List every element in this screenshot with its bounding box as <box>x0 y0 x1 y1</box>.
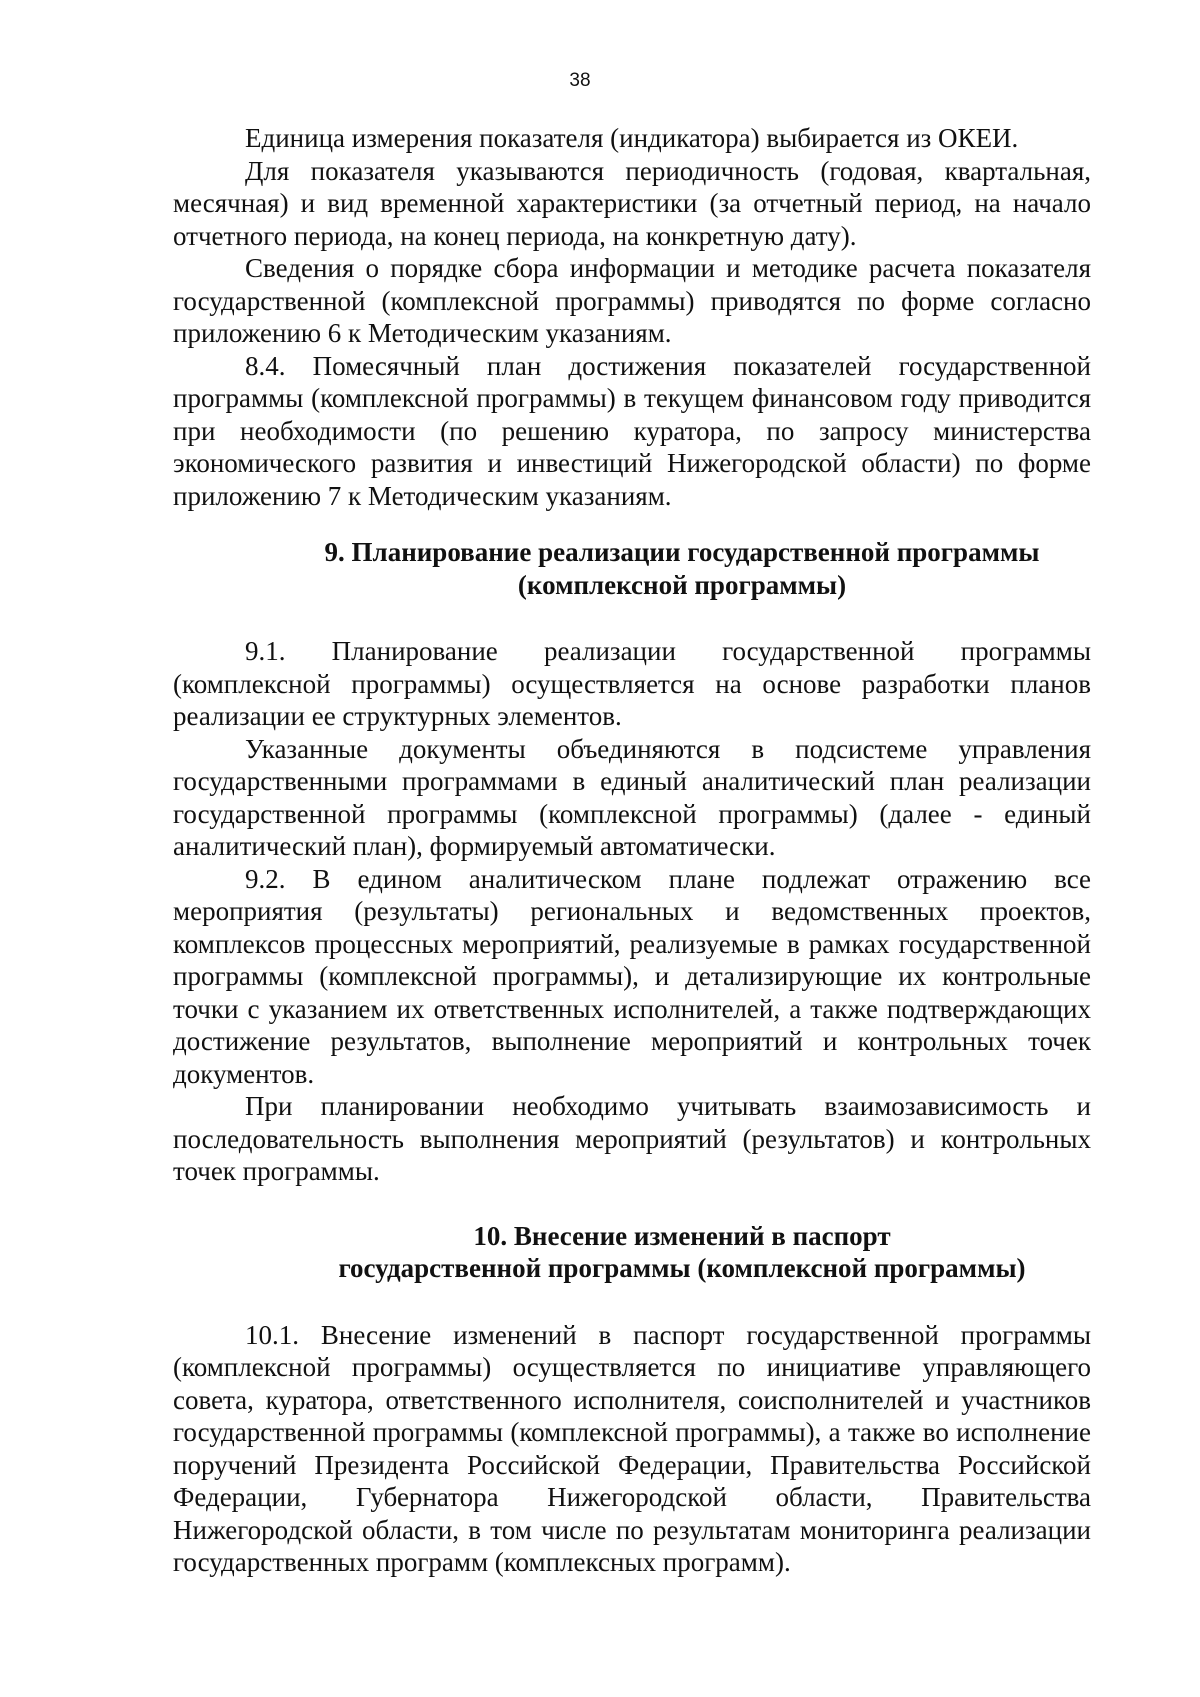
section-10-heading-line2: государственной программы (комплексной программы) <box>338 1253 1026 1283</box>
section-9-heading <box>173 536 1091 601</box>
section-9-heading-line2: (комплексной программы) <box>517 569 847 600</box>
paragraph-planning-interdependence: При планировании необходимо учитывать взаимозависимость и последовательность выполнения мероприятий (результатов) и контрольных точек программы. <box>173 1091 1091 1186</box>
paragraph-8-4: 8.4. Помесячный план достижения показателей государственной программы (комплексной программы) в текущем финансовом году приводится при необходимости (по решению куратора, по запросу министерства экономического развития и инвестиций Нижегородской области) по форме приложению 7 к Методическим указаниям. <box>173 350 1091 511</box>
paragraph-data-collection: Сведения о порядке сбора информации и методике расчета показателя государственной (комплексной программы) приводятся по форме согласно приложению 6 к Методическим указаниям. <box>173 253 1091 348</box>
paragraph-9-1: 9.1. Планирование реализации государственной программы (комплексной программы) осуществляется на основе разработки планов реализации ее структурных элементов. <box>173 636 1091 731</box>
paragraph-9-2: 9.2. В едином аналитическом плане подлежат отражению все мероприятия (результаты) региональных и ведомственных проектов, комплексов процессных мероприятий, реализуемые в рамках государственной программы (комплексной программы), и детализирующие их контрольные точки с указанием их ответственных исполнителей, а также подтверждающих достижение результатов, выполнение мероприятий и контрольных точек документов. <box>173 863 1091 1089</box>
document-body <box>173 122 1091 1579</box>
paragraph-10-1: 10.1. Внесение изменений в паспорт государственной программы (комплексной программы) осуществляется по инициативе управляющего совета, куратора, ответственного исполнителя, соисполнителей и участников государственной программы (комплексной программы), а также во исполнение поручений Президента Российской Федерации, Правительства Российской Федерации, Губернатора Нижегородской области, Правительства Нижегородской области, в том числе по результатам мониторинга реализации государственных программ (комплексных программ). <box>173 1319 1091 1577</box>
paragraph-okei: Единица измерения показателя (индикатора) выбирается из ОКЕИ. <box>245 123 1019 153</box>
paragraph-documents-combined: Указанные документы объединяются в подсистеме управления государственными программами в единый аналитический план реализации государственной программы (комплексной программы) (далее - единый аналитический план), формируемый автоматически. <box>173 733 1091 861</box>
paragraph-periodicity: Для показателя указываются периодичность (годовая, квартальная, месячная) и вид временной характеристики (за отчетный период, на начало отчетного периода, на конец периода, на конкретную дату). <box>173 155 1091 251</box>
section-10-heading-line1: 10. Внесение изменений в паспорт <box>473 1220 891 1251</box>
section-9-heading-line1: 9. Планирование реализации государственной программы <box>324 537 1040 567</box>
section-10-heading <box>173 1220 1091 1285</box>
page-number: 38 <box>569 70 591 91</box>
